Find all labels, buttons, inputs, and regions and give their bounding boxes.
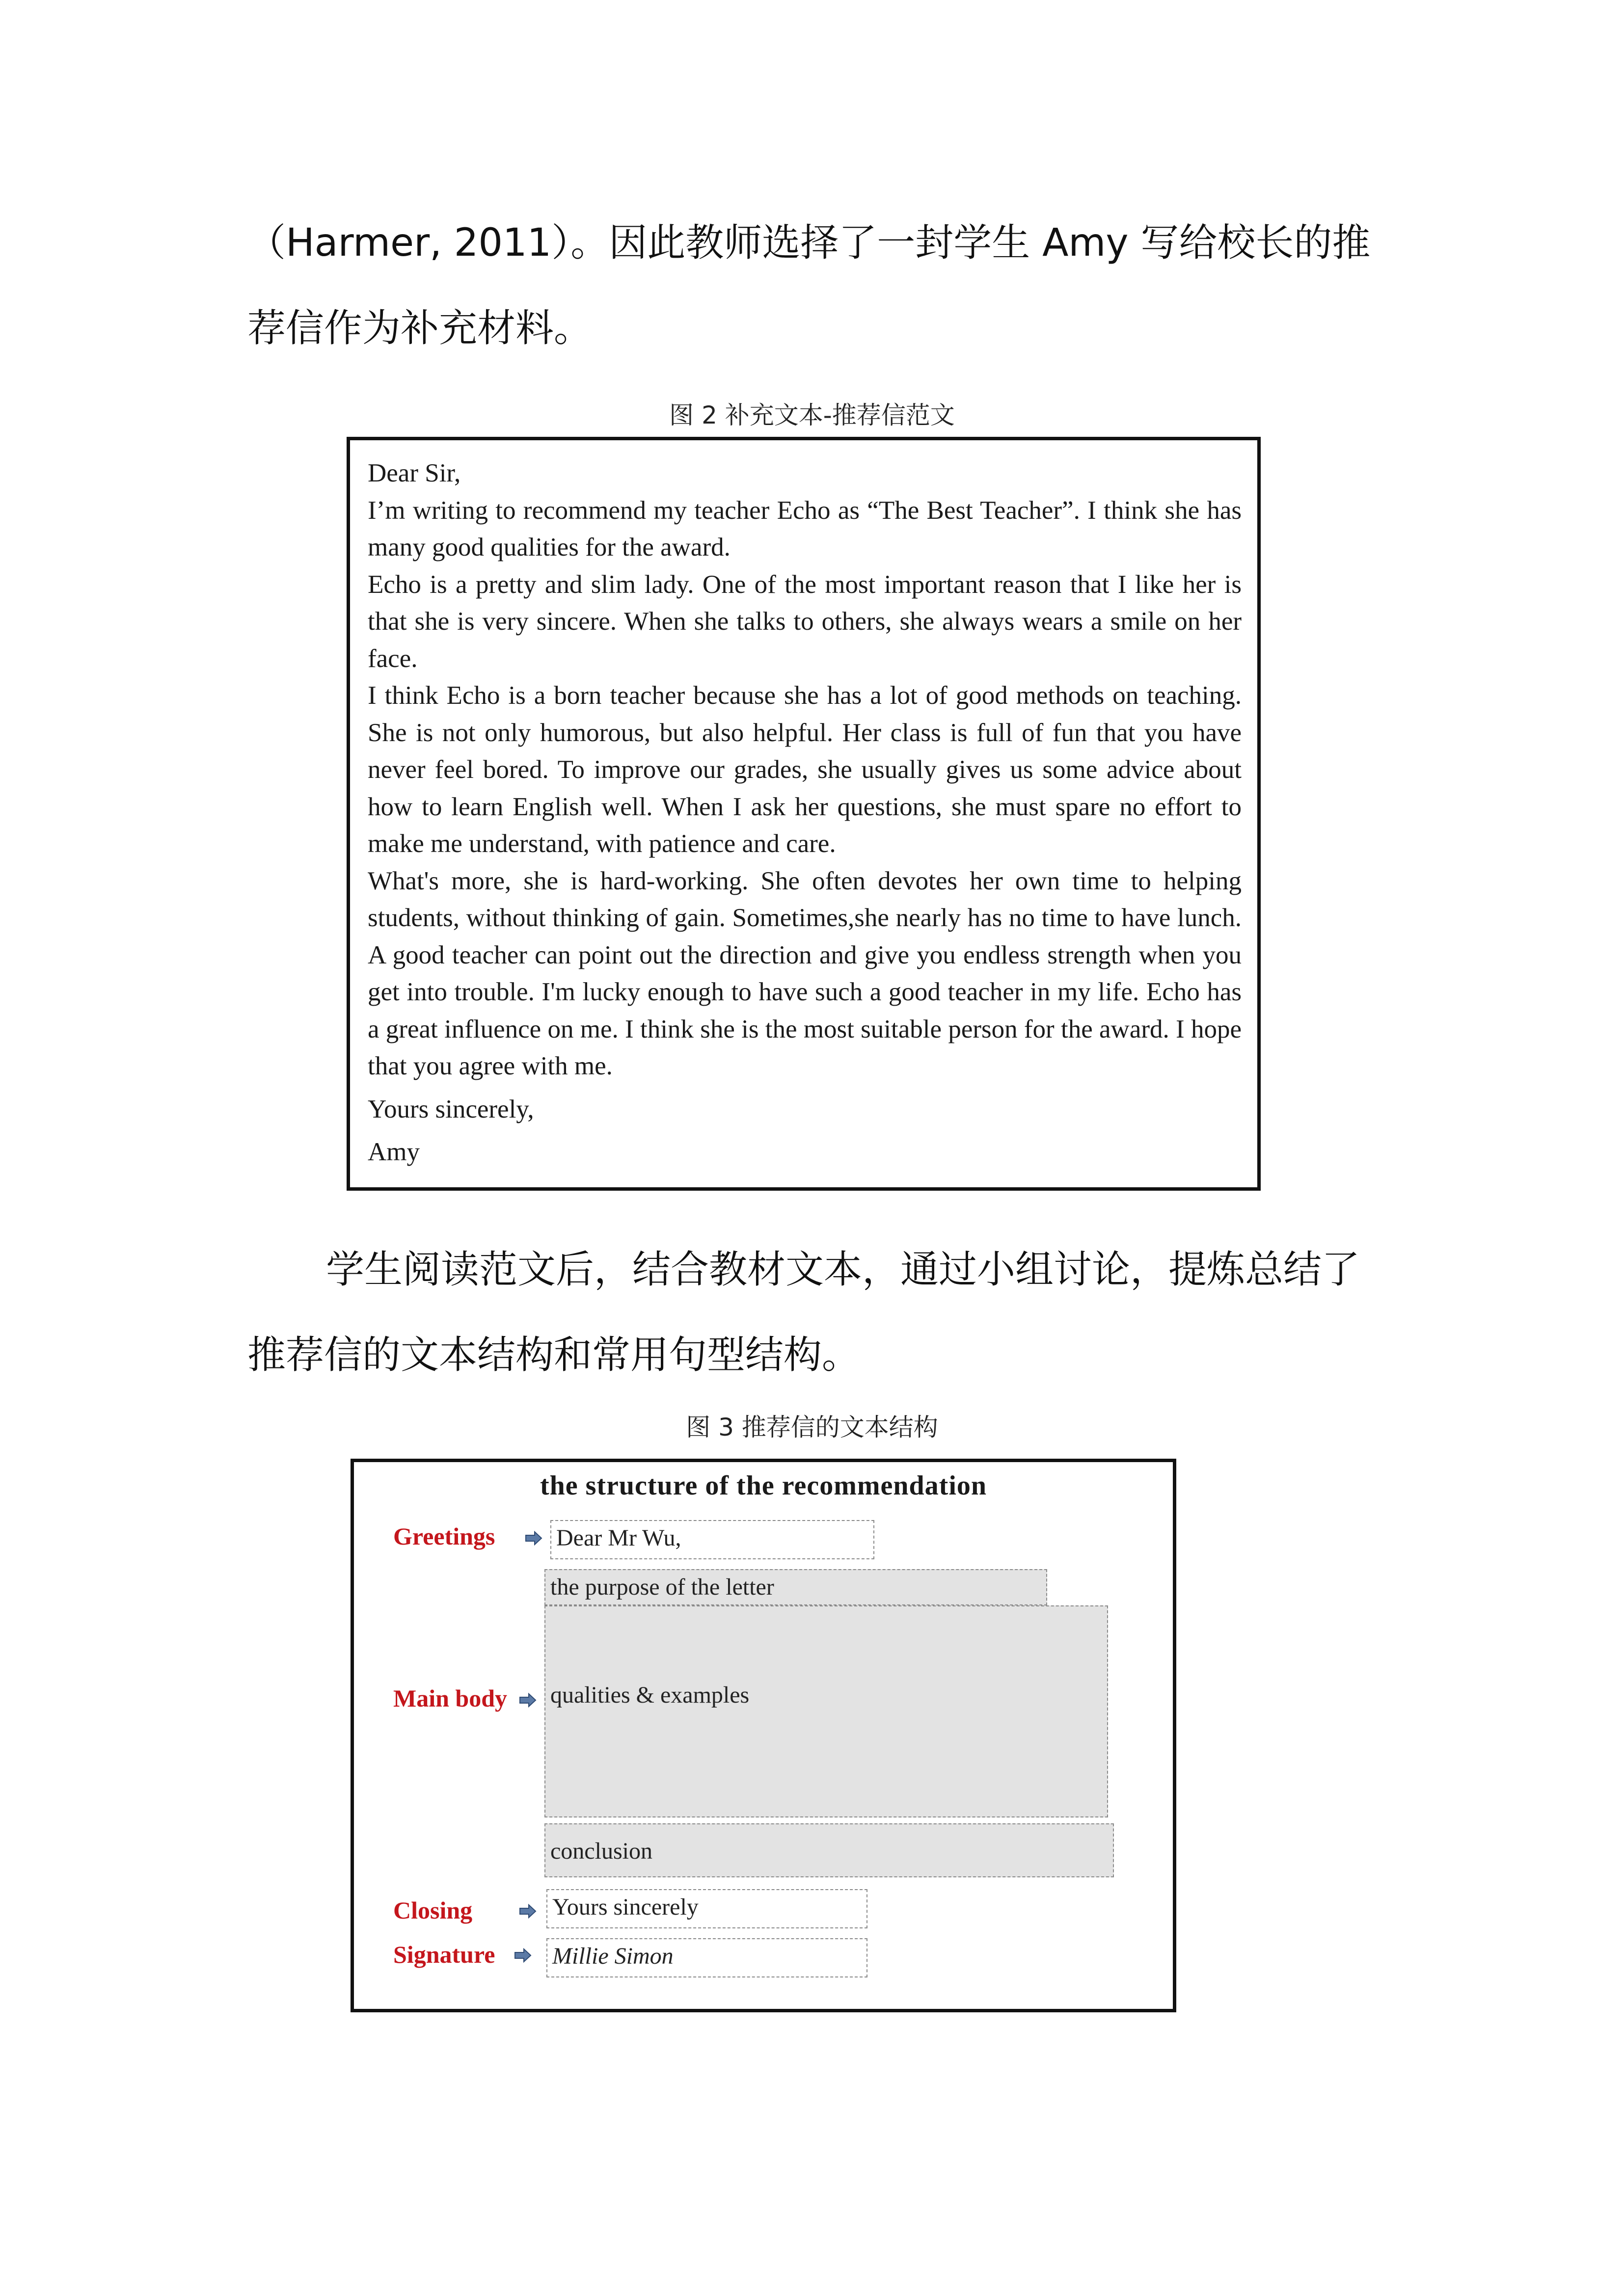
closing-label: Closing bbox=[393, 1896, 473, 1924]
greeting-field: Dear Mr Wu, bbox=[550, 1520, 874, 1559]
closing-field: Yours sincerely bbox=[546, 1889, 867, 1928]
right-arrow-icon bbox=[519, 1693, 537, 1708]
signature-label: Signature bbox=[393, 1941, 495, 1968]
paragraph-1 bbox=[247, 200, 1391, 371]
letter-line: Dear Sir, bbox=[368, 459, 461, 487]
letter-line: never feel bored. To improve our grades, she usually gives us some advice about bbox=[368, 755, 1242, 784]
letter-line: I think Echo is a born teacher because she has a lot of good methods on teaching. bbox=[368, 681, 1242, 710]
right-arrow-icon bbox=[514, 1948, 532, 1963]
paragraph-2-line-2: 推荐信的文本结构和常用句型结构。 bbox=[247, 1333, 861, 1377]
letter-line: that you agree with me. bbox=[368, 1052, 613, 1080]
greetings-label: Greetings bbox=[393, 1522, 495, 1550]
figure-3-caption: 图 3 推荐信的文本结构 bbox=[686, 1413, 938, 1442]
letter-line: What's more, she is hard-working. She often devotes her own time to helping bbox=[368, 866, 1242, 895]
conclusion-field: conclusion bbox=[544, 1823, 1114, 1877]
letter-line: I’m writing to recommend my teacher Echo as “The Best Teacher”. I think she has bbox=[368, 496, 1242, 525]
main-body-label: Main body bbox=[393, 1684, 508, 1712]
right-arrow-icon bbox=[525, 1531, 542, 1546]
paragraph-1-line-1: （Harmer, 2011）。因此教师选择了一封学生 Amy 写给校长的推 bbox=[247, 221, 1371, 265]
letter-line: make me understand, with patience and care. bbox=[368, 829, 836, 858]
signature-field: Millie Simon bbox=[546, 1938, 867, 1977]
letter-line: how to learn English well. When I ask her questions, she must spare no effort to bbox=[368, 792, 1242, 821]
letter-closing: Yours sincerely, bbox=[368, 1095, 534, 1123]
paragraph-1-line-2: 荐信作为补充材料。 bbox=[247, 306, 593, 350]
letter-line: that she is very sincere. When she talks to others, she always wears a smile on her bbox=[368, 607, 1242, 636]
letter-line: students, without thinking of gain. Sometimes,she nearly has no time to have lunch. bbox=[368, 904, 1242, 932]
letter-line: A good teacher can point out the direction and give you endless strength when you bbox=[368, 940, 1242, 969]
purpose-field: the purpose of the letter bbox=[544, 1569, 1047, 1605]
letter-line: get into trouble. I'm lucky enough to have such a good teacher in my life. Echo has bbox=[368, 978, 1242, 1006]
letter-structure-diagram bbox=[351, 1459, 1176, 2012]
letter-line: face. bbox=[368, 644, 418, 673]
right-arrow-icon bbox=[519, 1904, 537, 1919]
paragraph-2 bbox=[247, 1227, 1391, 1398]
letter-signature: Amy bbox=[368, 1138, 420, 1166]
diagram-title: the structure of the recommendation bbox=[540, 1470, 987, 1501]
figure-2-caption: 图 2 补充文本-推荐信范文 bbox=[669, 401, 955, 429]
sample-letter-box bbox=[347, 437, 1261, 1191]
letter-line: She is not only humorous, but also helpful. Her class is full of fun that you have bbox=[368, 718, 1242, 747]
qualities-field: qualities & examples bbox=[544, 1605, 1108, 1817]
letter-line: a great influence on me. I think she is the most suitable person for the award. I hope bbox=[368, 1015, 1242, 1043]
letter-line: many good qualities for the award. bbox=[368, 533, 731, 561]
letter-line: Echo is a pretty and slim lady. One of the most important reason that I like her is bbox=[368, 570, 1242, 599]
paragraph-2-line-1: 学生阅读范文后，结合教材文本，通过小组讨论，提炼总结了 bbox=[326, 1248, 1360, 1292]
